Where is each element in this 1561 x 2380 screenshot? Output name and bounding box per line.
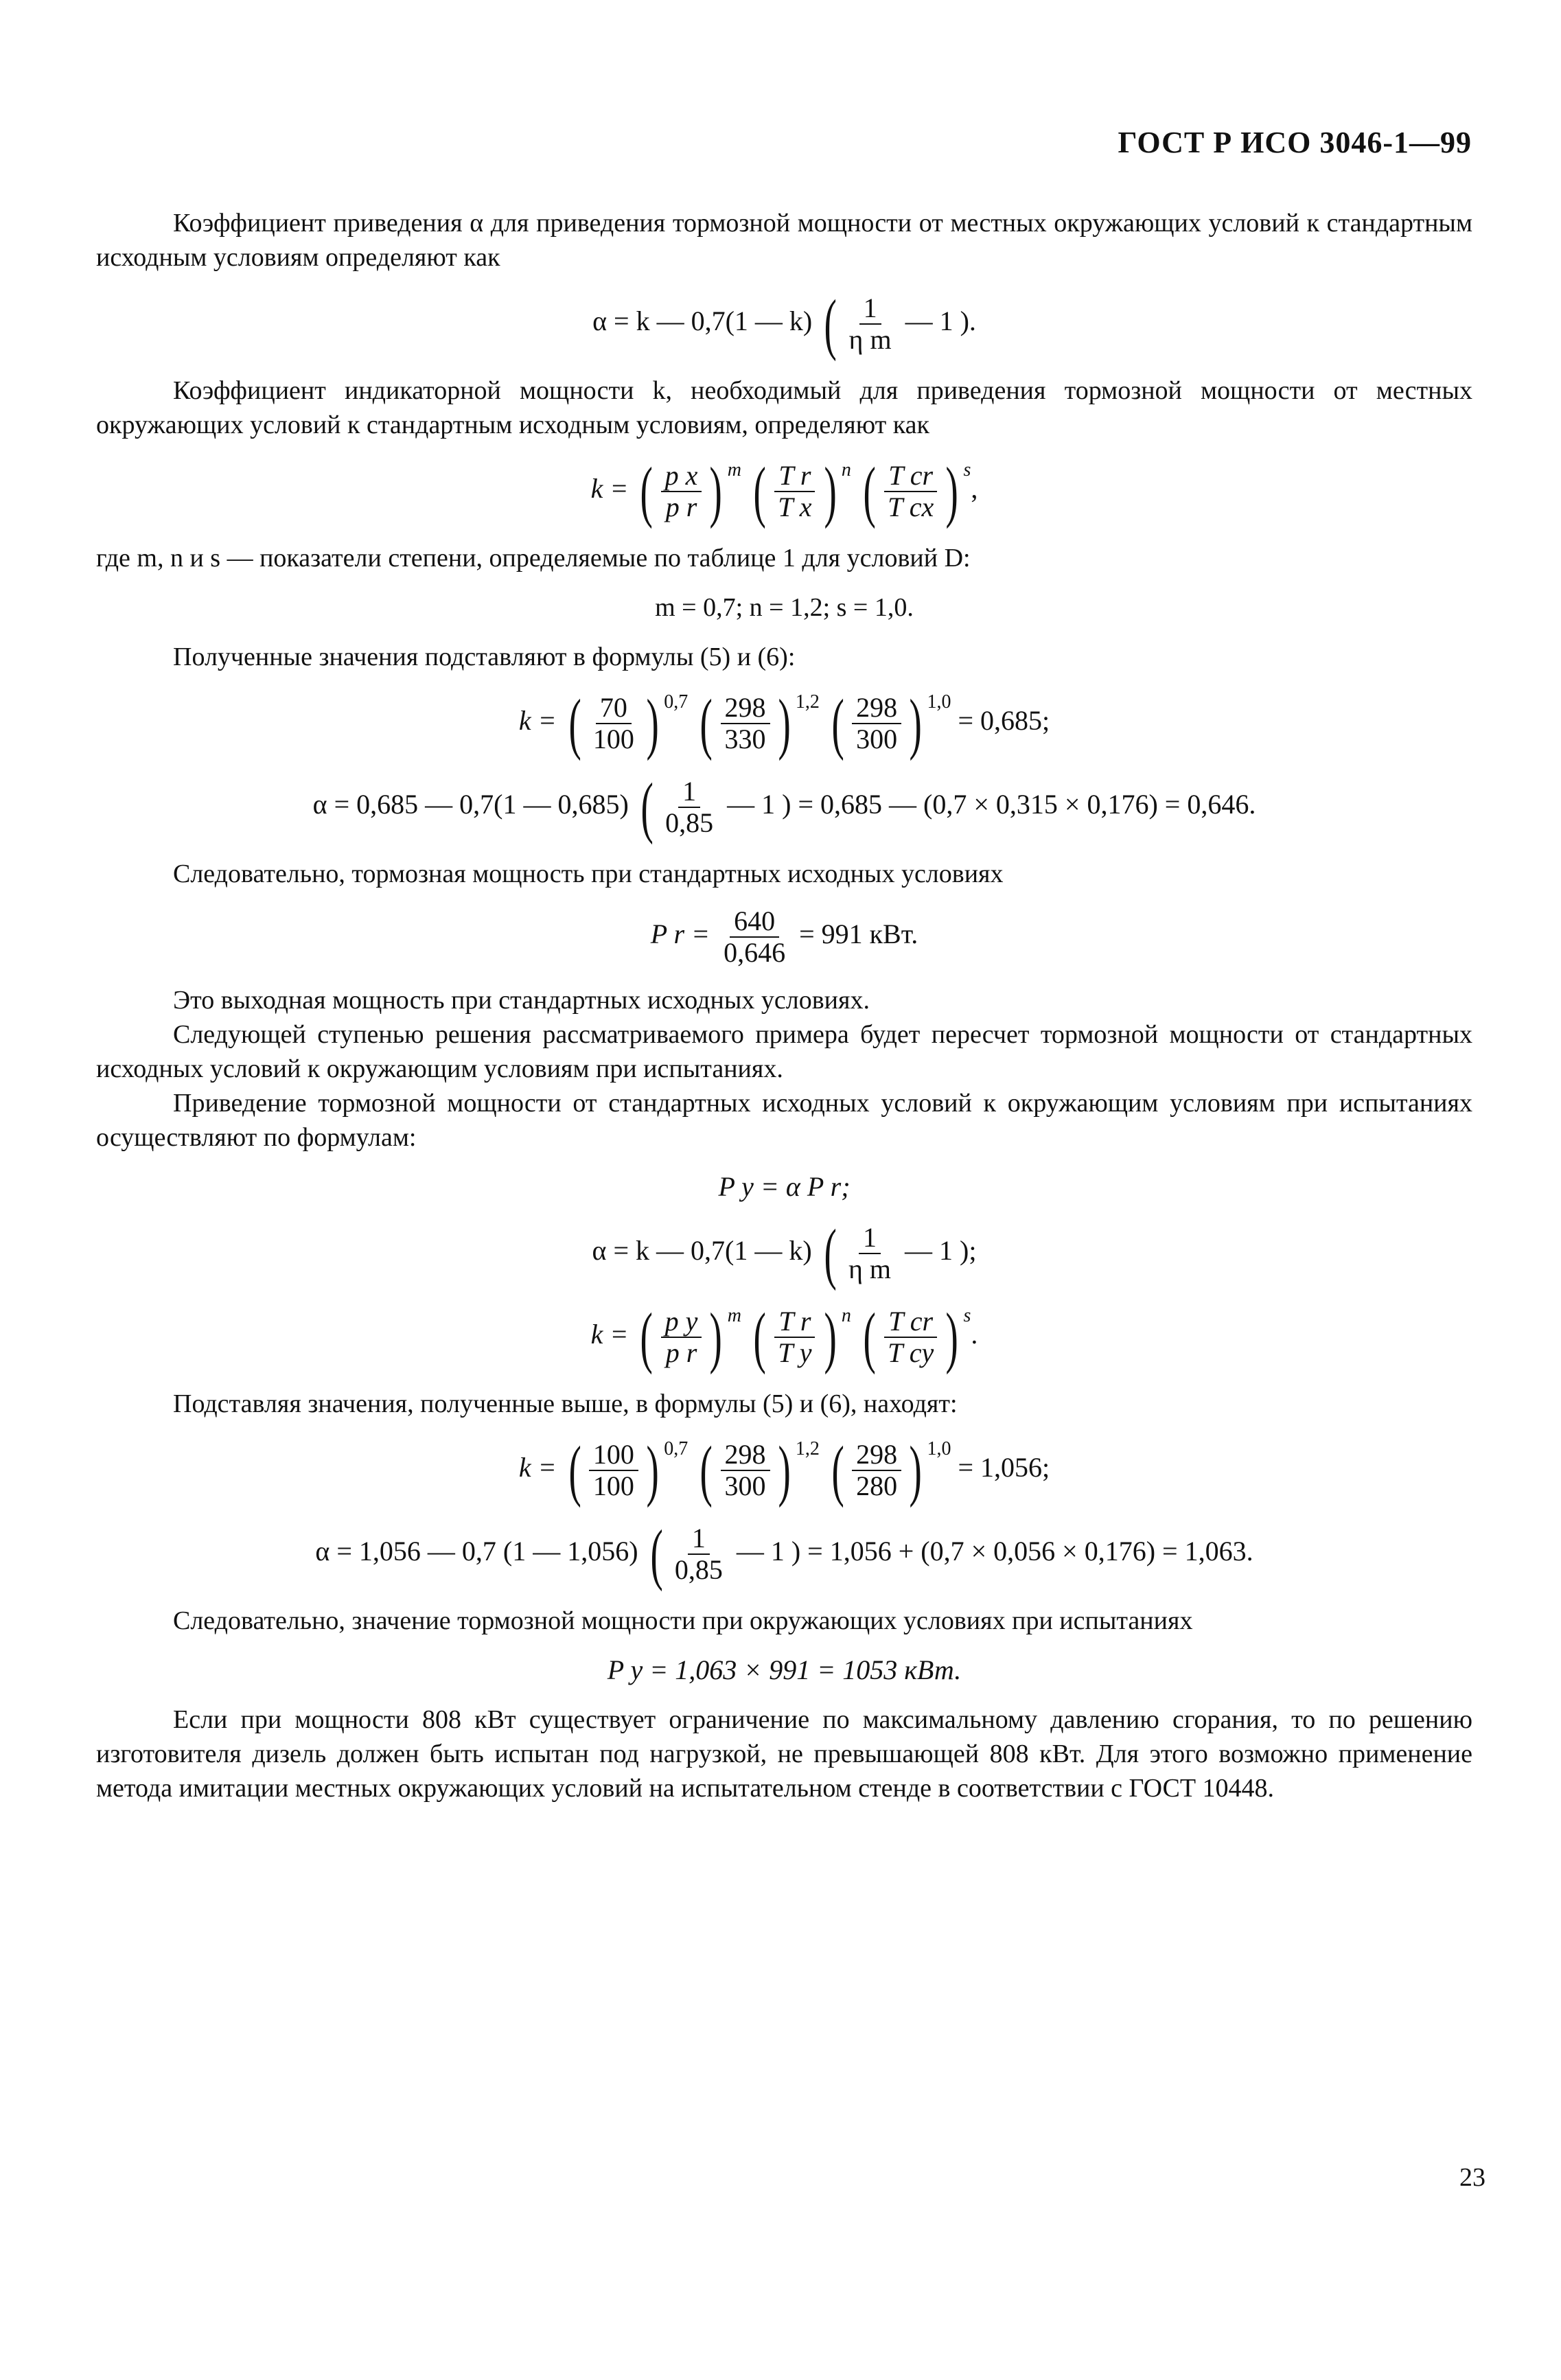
formula-alpha-numeric-1: α = 0,685 — 0,7(1 — 0,685) ( $\frac{1}{0,85}$ — 1 ) = 0,685 — (0,7 × 0,315 × 0,176) = 0,646.	[312, 769, 1256, 845]
fraction	[852, 1440, 901, 1501]
formula-k-general: k = ( $\frac{\text{p x}}{\text{p r}}$ ) $^m$ ( $\frac{\text{T r}}{\text{T x}}$ ) $^n$ ( $\frac{\text{T cr}}{\text{T cx}}$ ) $^s$,	[590, 453, 978, 529]
paragraph-therefore-1: Следовательно, тормозная мощность при стандартных исходных условиях	[173, 859, 1004, 888]
paragraph-reduction: Приведение тормозной мощности от стандартных исходных условий к окружающим условиям при испытаниях осуществляют по формулам:	[96, 1089, 1472, 1152]
numerator: 1	[859, 293, 881, 325]
formula-text: α = 1,056 — 0,7 (1 — 1,056)	[315, 1536, 638, 1567]
paragraph-next-step: Следующей ступенью решения рассматриваемого примера будет пересчет тормозной мощности от стандартных исходных условий к окружающим условиям при испытаниях.	[96, 1020, 1472, 1083]
exponent: 1,0	[927, 691, 951, 713]
fraction-px-pr	[661, 461, 702, 522]
denominator: 0,646	[724, 937, 786, 968]
numerator: p x	[661, 461, 702, 492]
formula-text: k =	[518, 705, 557, 737]
formula-text: ,	[971, 473, 978, 505]
page-number: 23	[1459, 2163, 1485, 2192]
formula-text: = 991 кВт.	[799, 919, 918, 950]
formula-text: α = k — 0,7(1 — k)	[592, 305, 813, 337]
formula-k-numeric-1: k = ( $\frac{70}{100}$ ) $^{0,7}$ ( $\frac{298}{330}$ ) $^{1,2}$ ( $\frac{298}{300}$ ) $^{1,0}$ = 0,685;	[518, 685, 1050, 761]
exponent: s	[963, 1304, 971, 1326]
fraction-tr-ty	[774, 1306, 816, 1368]
numerator: T r	[774, 1306, 815, 1338]
exponent: n	[841, 1304, 851, 1326]
formula-text: .	[971, 1319, 978, 1350]
denominator: η m	[848, 1253, 892, 1284]
numerator: 298	[852, 1440, 901, 1471]
numerator: 298	[721, 693, 770, 724]
fraction	[719, 906, 789, 968]
numerator: 1	[859, 1223, 881, 1254]
document-body	[96, 206, 1472, 1805]
denominator: T cy	[888, 1337, 934, 1368]
formula-exponent-values: m = 0,7; n = 1,2; s = 1,0.	[655, 593, 914, 622]
formula-text: α = k — 0,7(1 — k)	[592, 1235, 812, 1267]
denominator: 0,85	[674, 1554, 723, 1585]
fraction-one-over-eta	[844, 1223, 895, 1284]
numerator: 1	[678, 776, 700, 808]
paragraph-alpha-intro: Коэффициент приведения α для приведения тормозной мощности от местных окружающих условий к стандартным исходным условиям определяют как	[96, 209, 1472, 272]
fraction	[589, 693, 638, 754]
paragraph-exponents: где m, n и s — показатели степени, определяемые по таблице 1 для условий D:	[96, 544, 971, 573]
paragraph-therefore-2: Следовательно, значение тормозной мощности при окружающих условиях при испытаниях	[173, 1606, 1193, 1635]
formula-k-general-2: k = ( $\frac{\text{p y}}{\text{p r}}$ ) $^m$ ( $\frac{\text{T r}}{\text{T y}}$ ) $^n$ ( $\frac{\text{T cr}}{\text{T cy}}$ ) $^s$.	[590, 1299, 978, 1375]
denominator: 300	[724, 1470, 766, 1501]
numerator: 640	[730, 906, 779, 938]
numerator: 1	[688, 1523, 710, 1555]
denominator: p r	[665, 492, 697, 522]
numerator: p y	[661, 1306, 702, 1338]
fraction-py-pr	[661, 1306, 702, 1368]
formula-text: — 1 ) = 1,056 + (0,7 × 0,056 × 0,176) = 1,063.	[736, 1536, 1253, 1567]
denominator: p r	[665, 1337, 697, 1368]
formula-text: P r =	[650, 919, 710, 950]
numerator: T r	[774, 461, 815, 492]
paragraph-limit: Если при мощности 808 кВт существует ограничение по максимальному давлению сгорания, то по решению изготовителя дизель должен быть испытан под нагрузкой, не превышающей 808 кВт. Для этого возможно применение метода имитации местных окружающих условий на испытательном стенде в соответствии с ГОСТ 10448.	[96, 1705, 1472, 1803]
exponent: 1,2	[795, 1437, 820, 1459]
exponent: 0,7	[664, 691, 689, 713]
denominator: η m	[848, 324, 892, 355]
document-header: ГОСТ Р ИСО 3046-1—99	[1118, 126, 1472, 159]
formula-text: α = 0,685 — 0,7(1 — 0,685)	[312, 789, 629, 820]
denominator: T x	[778, 492, 812, 522]
paragraph-k-intro: Коэффициент индикаторной мощности k, необходимый для приведения тормозной мощности от местных окружающих условий к стандартным исходным условиям, определяют как	[96, 376, 1472, 439]
formula-text: = 1,056;	[958, 1452, 1050, 1483]
numerator: 100	[589, 1440, 638, 1471]
exponent: 0,7	[664, 1437, 689, 1459]
formula-py	[96, 1170, 1472, 1204]
denominator: 300	[856, 724, 898, 754]
formula-k-numeric-2: k = ( $\frac{100}{100}$ ) $^{0,7}$ ( $\frac{298}{300}$ ) $^{1,2}$ ( $\frac{298}{280}$ ) $^{1,0}$ = 1,056;	[518, 1432, 1050, 1508]
paragraph-substitute: Полученные значения подставляют в формулы (5) и (6):	[173, 643, 796, 671]
fraction	[721, 1440, 770, 1501]
formula-text: — 1 ).	[905, 305, 976, 337]
numerator: 70	[596, 693, 632, 724]
fraction	[671, 1523, 727, 1585]
formula-py-final	[96, 1653, 1472, 1687]
formula-alpha-numeric-2: α = 1,056 — 0,7 (1 — 1,056) ( $\frac{1}{0,85}$ — 1 ) = 1,056 + (0,7 × 0,056 × 0,176) = 1,063.	[315, 1516, 1253, 1592]
fraction-one-over-eta	[845, 293, 896, 355]
denominator: T cx	[888, 492, 934, 522]
exponent: m	[727, 459, 741, 481]
fraction-tcr-tcy	[883, 1306, 938, 1368]
exponent: 1,2	[795, 691, 820, 713]
numerator: T cr	[884, 461, 937, 492]
formula-text: k =	[590, 1319, 629, 1350]
formula-text: k =	[590, 473, 629, 505]
formula-text: = 0,685;	[958, 705, 1050, 737]
numerator: 298	[721, 1440, 770, 1471]
paragraph-output-power: Это выходная мощность при стандартных исходных условиях.	[173, 986, 870, 1015]
exponent: s	[963, 459, 971, 481]
formula-text: P y = 1,063 × 991 = 1053 кВт.	[607, 1654, 962, 1685]
fraction	[589, 1440, 638, 1501]
numerator: 298	[852, 693, 901, 724]
fraction	[852, 693, 901, 754]
fraction	[661, 776, 717, 838]
formula-alpha-general: α = k — 0,7(1 — k) ( $\frac{1}{\text{η m}}$ — 1 ).	[592, 286, 976, 362]
paragraph-substitute-2: Подставляя значения, полученные выше, в формулы (5) и (6), находят:	[173, 1389, 958, 1418]
denominator: 280	[856, 1470, 898, 1501]
denominator: 100	[592, 1470, 634, 1501]
fraction	[721, 693, 770, 754]
denominator: 330	[724, 724, 766, 754]
fraction-tr-tx	[774, 461, 816, 522]
exponent: 1,0	[927, 1437, 951, 1459]
formula-text: — 1 );	[905, 1235, 977, 1267]
denominator: T y	[778, 1337, 812, 1368]
formula-text: — 1 ) = 0,685 — (0,7 × 0,315 × 0,176) = 0,646.	[727, 789, 1256, 820]
formula-alpha-general-2: α = k — 0,7(1 — k) ( $\frac{1}{\text{η m}}$ — 1 );	[592, 1215, 977, 1291]
formula-pr	[96, 906, 1472, 968]
denominator: 100	[592, 724, 634, 754]
formula-text: k =	[518, 1452, 557, 1483]
numerator: T cr	[884, 1306, 937, 1338]
exponent: n	[841, 459, 851, 481]
fraction-tcr-tcx	[883, 461, 938, 522]
denominator: 0,85	[665, 807, 714, 838]
formula-text: P y = α P r;	[718, 1171, 851, 1202]
exponent: m	[727, 1304, 741, 1326]
